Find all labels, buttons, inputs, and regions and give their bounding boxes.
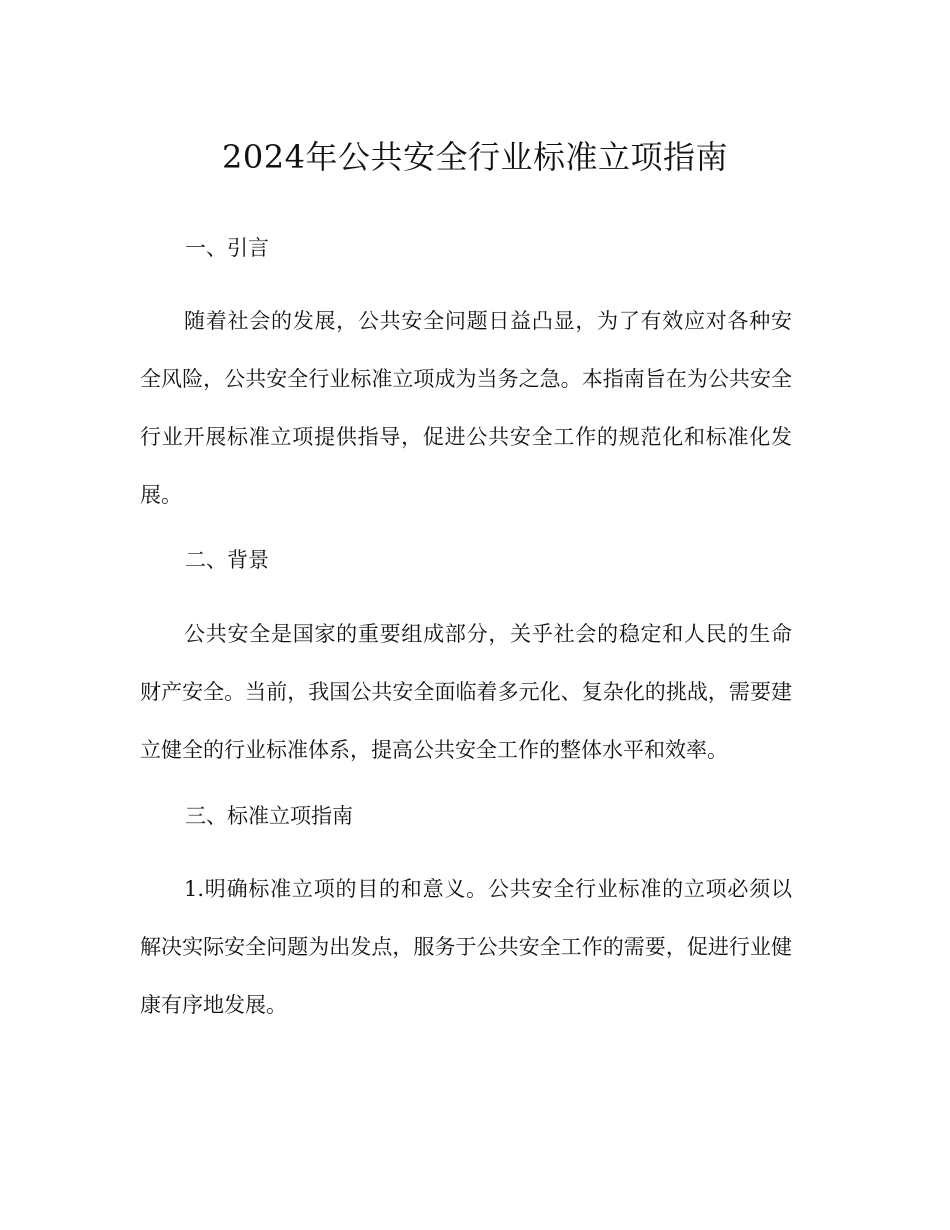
section-heading-introduction: 一、引言 — [185, 236, 269, 260]
section-heading-background: 二、背景 — [185, 548, 269, 572]
section-paragraph-introduction: 随着社会的发展，公共安全问题日益凸显，为了有效应对各种安全风险，公共安全行业标准立项成为当务之急。本指南旨在为公共安全行业开展标准立项提供指导，促进公共安全工作的规范化和标准化发展。 — [140, 309, 792, 507]
document-title: 2024年公共安全行业标准立项指南 — [222, 138, 728, 176]
section-paragraph-background: 公共安全是国家的重要组成部分，关乎社会的稳定和人民的生命财产安全。当前，我国公共安全面临着多元化、复杂化的挑战，需要建立健全的行业标准体系，提高公共安全工作的整体水平和效率。 — [140, 622, 792, 762]
section-paragraph-guidelines: 1.明确标准立项的目的和意义。公共安全行业标准的立项必须以解决实际安全问题为出发点，服务于公共安全工作的需要，促进行业健康有序地发展。 — [140, 877, 792, 1017]
section-heading-guidelines: 三、标准立项指南 — [185, 804, 353, 828]
